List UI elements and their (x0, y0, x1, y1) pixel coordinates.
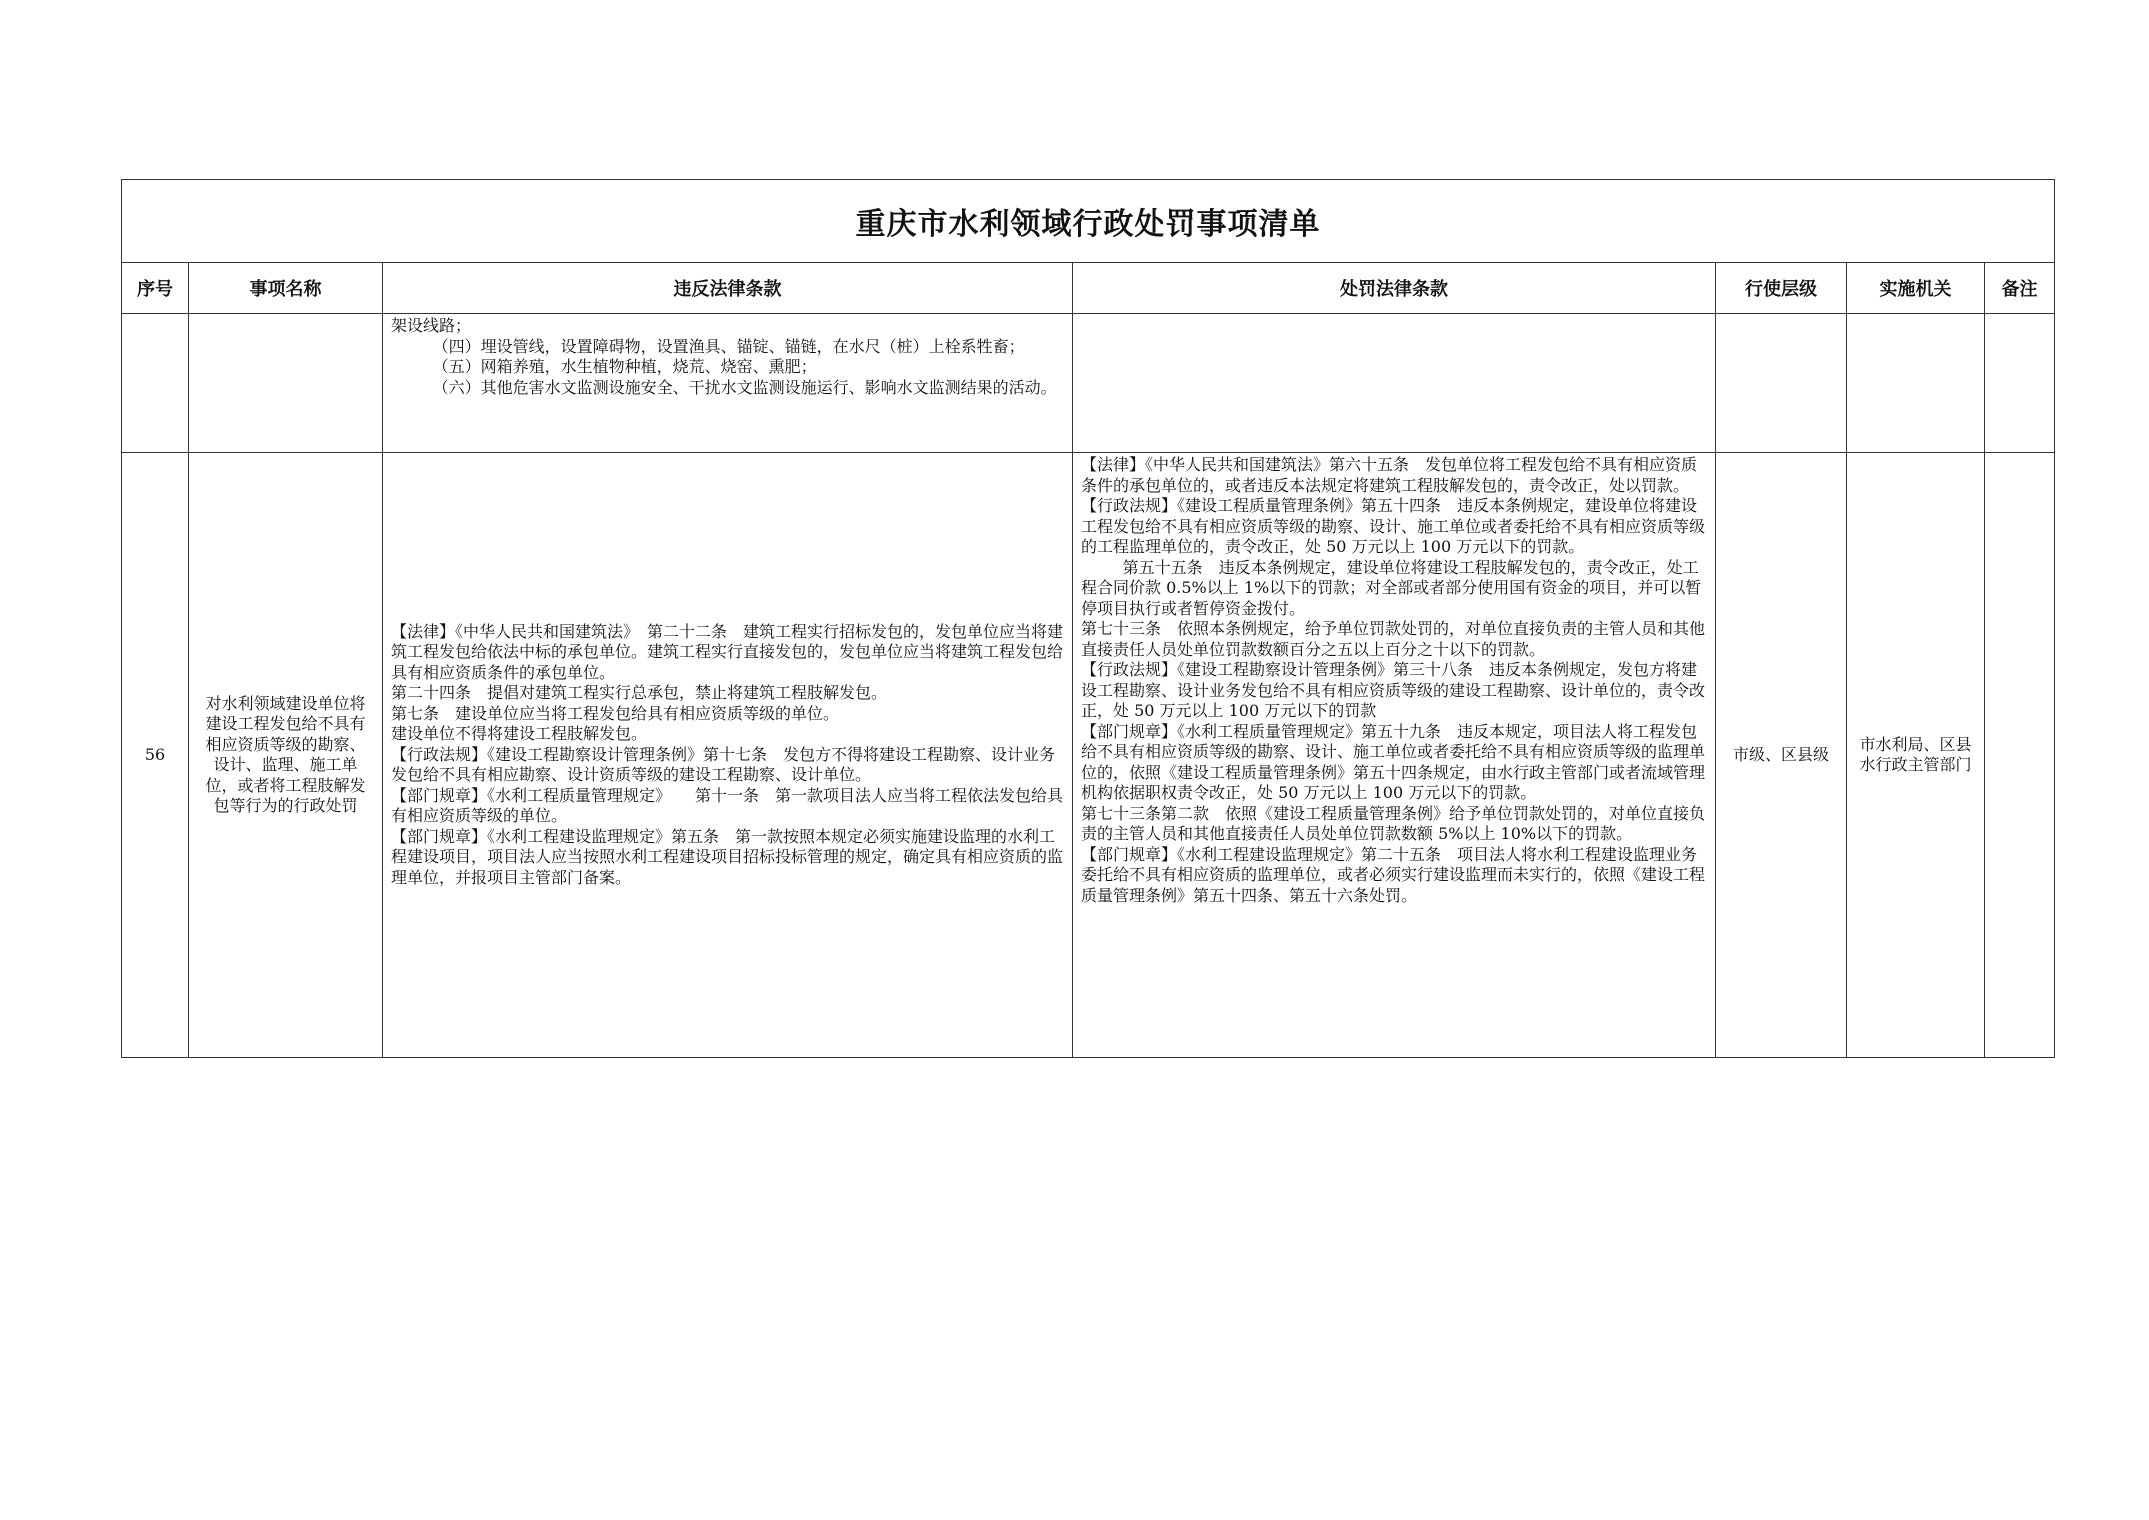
provision-paragraph: 【部门规章】《水利工程质量管理规定》第五十九条 违反本规定，项目法人将工程发包给不具有相应资质等级的勘察、设计、施工单位或者委托给不具有相应资质等级的监理单位的，依照《建设工程质量管理条例》第五十四条规定，由水行政主管部门或者流域管理机构依据职权责令改正，处 50 万元以上 100 万元以下的罚款。 (1081, 721, 1706, 802)
row-remark (1985, 453, 2055, 1058)
table-row (122, 453, 2055, 1058)
provision-paragraph: 第二十四条 提倡对建筑工程实行总承包，禁止将建筑工程肢解发包。 (391, 683, 888, 703)
header-penalty-provisions: 处罚法律条款 (1073, 263, 1716, 314)
provision-paragraph: （六）其他危害水文监测设施安全、干扰水文监测设施运行、影响水文监测结果的活动。 (432, 377, 1057, 397)
provision-paragraph: 第七十三条第二款 依照《建设工程质量管理条例》给予单位罚款处罚的，对单位直接负责的主管人员和其他直接责任人员处单位罚款数额 5%以上 10%以下的罚款。 (1081, 803, 1706, 843)
row-remark (1985, 314, 2055, 453)
provision-paragraph: 【行政法规】《建设工程质量管理条例》第五十四条 违反本条例规定，建设单位将建设工程发包给不具有相应资质等级的勘察、设计、施工单位或者委托给不具有相应资质等级的工程监理单位的，责令改正，处 50 万元以上 100 万元以下的罚款。 (1081, 496, 1706, 556)
provision-paragraph: 【行政法规】《建设工程勘察设计管理条例》第三十八条 违反本条例规定，发包方将建设工程勘察、设计业务发包给不具有相应资质等级的建设工程勘察、设计单位的，责令改正，处 50 万元以上 100 万元以下的罚款 (1081, 660, 1706, 720)
header-level: 行使层级 (1716, 263, 1847, 314)
provision-paragraph: 架设线路； (391, 316, 472, 335)
provision-paragraph: 第七条 建设单位应当将工程发包给具有相应资质等级的单位。 (391, 703, 840, 723)
provision-paragraph: 建设单位不得将建设工程肢解发包。 (391, 724, 648, 744)
provision-paragraph: 【法律】《中华人民共和国建筑法》 第二十二条 建筑工程实行招标发包的，发包单位应当将建筑工程发包给依法中标的承包单位。建筑工程实行直接发包的，发包单位应当将建筑工程发包给具有相应资质条件的承包单位。 (391, 621, 1064, 682)
row-agency (1847, 314, 1985, 453)
provision-paragraph: 【部门规章】《水利工程建设监理规定》第二十五条 项目法人将水利工程建设监理业务委托给不具有相应资质的监理单位，或者必须实行建设监理而未实行的，依照《建设工程质量管理条例》第五十四条、第五十六条处罚。 (1081, 844, 1706, 905)
table-row (122, 314, 2055, 453)
header-remark: 备注 (1985, 263, 2055, 314)
header-item-name: 事项名称 (189, 263, 383, 314)
row-seq (122, 314, 189, 453)
provision-paragraph: 【部门规章】《水利工程建设监理规定》第五条 第一款按照本规定必须实施建设监理的水利工程建设项目，项目法人应当按照水利工程建设项目招标投标管理的规定，确定具有相应资质的监理单位，并报项目主管部门备案。 (391, 826, 1064, 887)
row-violated-provisions (383, 314, 1073, 453)
provision-paragraph: 【法律】《中华人民共和国建筑法》第六十五条 发包单位将工程发包给不具有相应资质条件的承包单位的，或者违反本法规定将建筑工程肢解发包的，责令改正，处以罚款。 (1081, 455, 1698, 495)
page-title: 重庆市水利领域行政处罚事项清单 (122, 180, 2055, 263)
row-penalty-provisions (1073, 314, 1716, 453)
header-agency: 实施机关 (1847, 263, 1985, 314)
row-item-name (189, 314, 383, 453)
provision-paragraph: 第五十五条 违反本条例规定，建设单位将建设工程肢解发包的，责令改正，处工程合同价款 0.5%以上 1%以下的罚款；对全部或者部分使用国有资金的项目，并可以暂停项目执行或者暂停资金拨付。 (1081, 557, 1702, 618)
provision-paragraph: 【部门规章】《水利工程质量管理规定》 第十一条 第一款项目法人应当将工程依法发包给具有相应资质等级的单位。 (391, 785, 1064, 826)
row-item-name: 对水利领域建设单位将建设工程发包给不具有相应资质等级的勘察、设计、监理、施工单位，或者将工程肢解发包等行为的行政处罚 (189, 453, 383, 1058)
row-penalty-provisions (1073, 453, 1716, 1058)
table-header-row (122, 263, 2055, 314)
provision-paragraph: 【行政法规】《建设工程勘察设计管理条例》第十七条 发包方不得将建设工程勘察、设计业务发包给不具有相应勘察、设计资质等级的建设工程勘察、设计单位。 (391, 744, 1056, 785)
provision-paragraph: 第七十三条 依照本条例规定，给予单位罚款处罚的，对单位直接负责的主管人员和其他直接责任人员处单位罚款数额百分之五以上百分之十以下的罚款。 (1081, 619, 1706, 659)
row-seq: 56 (122, 453, 189, 1058)
row-level (1716, 314, 1847, 453)
header-violated-provisions: 违反法律条款 (383, 263, 1073, 314)
provision-paragraph: （四）埋设管线，设置障碍物，设置渔具、锚锭、锚链，在水尺（桩）上栓系牲畜； (432, 336, 1025, 356)
row-level: 市级、区县级 (1716, 453, 1847, 1058)
provision-paragraph: （五）网箱养殖，水生植物种植，烧荒、烧窑、熏肥； (432, 357, 817, 376)
penalty-list-sheet (121, 179, 2054, 1058)
penalty-table (121, 179, 2055, 1058)
header-seq: 序号 (122, 263, 189, 314)
row-agency: 市水利局、区县水行政主管部门 (1847, 453, 1985, 1058)
row-violated-provisions (383, 453, 1073, 1058)
